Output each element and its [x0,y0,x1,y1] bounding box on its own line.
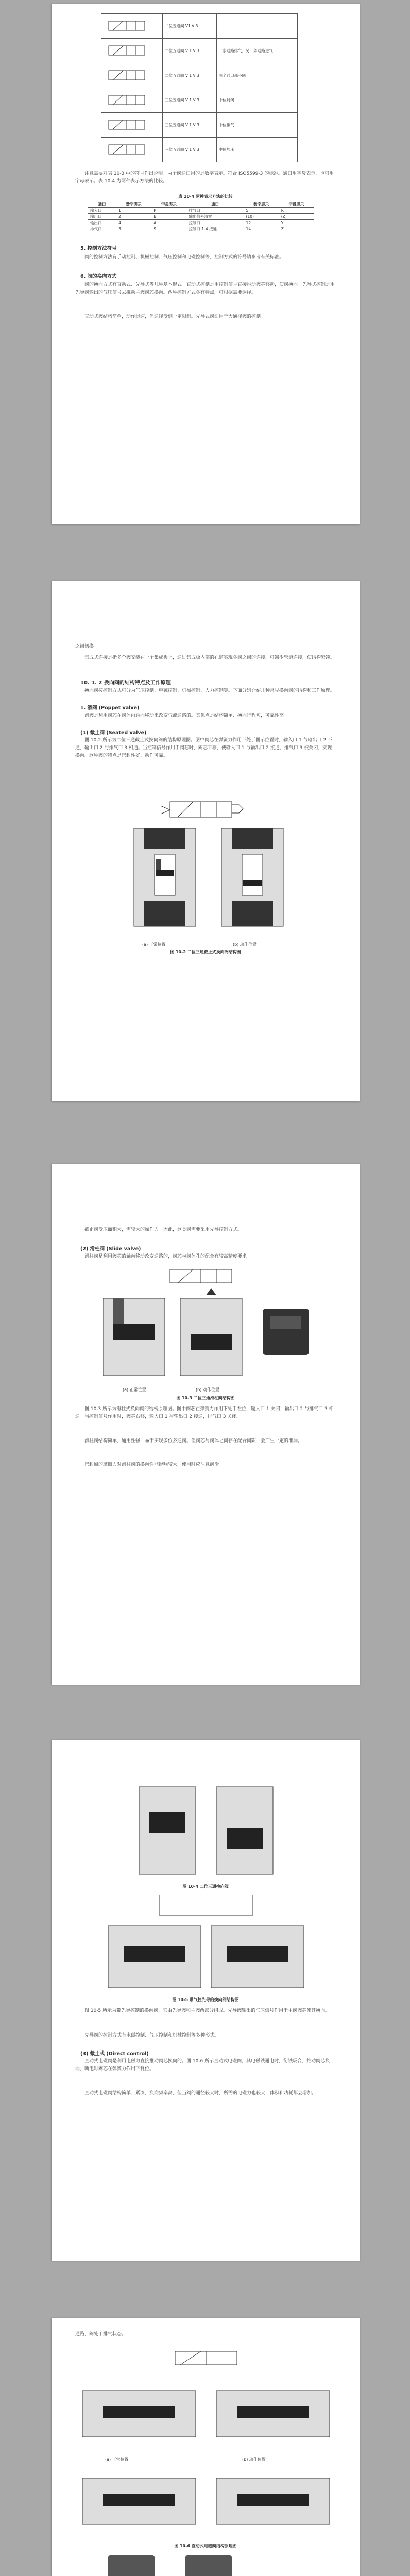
paragraph: 直动式电磁阀是利用电磁力直接推动阀芯换向的。图 10-6 所示直动式电磁阀，其电磁铁通电时，衔铁吸合，推动阀芯换向，断电时阀芯在弹簧力作用下复位。 [75,2059,330,2072]
table-cell: Y [279,220,314,226]
valve-symbol-diagram [129,1266,283,1287]
document-page-3 [52,1164,360,1685]
valve-desc-cell: 中位封闭 [216,88,297,113]
valve-symbol-cell [101,14,163,39]
section-heading: 1. 滑阀 (Poppet valve) [80,705,140,711]
paragraph: 图 10-2 所示为二位三通截止式换向阀的结构原理图。图中阀芯在弹簧力作用下处于图示位置时，输入口 1 与输出口 2 不通，输出口 2 与排气口 3 相通。当控制信号作用于阀芯时，阀芯下移，使输入口 1 与输出口 2 接通，排气口 3 被关闭，实现换向。这种阀的特点是密封性好、动作可靠。 [75,738,333,758]
slide-valve-cross-section [103,1288,319,1381]
column-header: 数字表示 [116,201,151,208]
figure-caption: 图 10-4 二位三通换向阀 [182,1884,229,1889]
table-row [88,214,314,220]
document-page-2 [52,581,360,1101]
column-header: 字母表示 [151,201,186,208]
table-row [101,88,298,113]
table-row [101,39,298,63]
table-cell: 1 [116,208,151,214]
table-cell: 3 [116,226,151,232]
paragraph: 密封圈的摩擦力对滑柱阀的换向性能影响较大，使用时应注意润滑。 [84,1462,224,1467]
valve-desc-cell: 中位排气 [216,113,297,138]
figure-caption: 图 10-3 二位三通滑柱阀结构图 [176,1396,235,1400]
valve-name-cell: 二位五通阀 V 1 V 3 [163,63,217,88]
figure-subcaption: (a) 正常位置 [105,2457,129,2462]
valve-symbol-diagram [149,2348,263,2369]
valve-symbol-table [101,13,298,162]
pilot-solenoid-valve-diagram [98,2555,314,2576]
valve-cross-section [129,823,288,937]
section-heading: (1) 截止阀 (Seated valve) [80,730,147,736]
table-cell: 控制口 1-4 接通 [186,226,244,232]
table-cell: 14 [244,226,279,232]
solenoid-valve-cross-section [82,2375,330,2452]
table-cell: 排气口 [88,226,116,232]
valve-desc-cell: 两个通口都不同 [216,63,297,88]
paragraph: 图 10-3 所示为滑柱式换向阀的结构原理图。图中阀芯在弹簧力作用下处于左位，输入口 1 关闭，输出口 2 与排气口 3 相通。当控制信号作用时，阀芯右移，输入口 1 与输出口 2 接通，排气口 3 关闭。 [75,1406,334,1419]
paragraph: 截止阀受压面积大，需较大的操作力。因此，这类阀需要采用先导控制方式。 [84,1227,243,1232]
table-cell: (Z) [279,214,314,220]
valve-name-cell: 二位五通阀 V 1 V 3 [163,39,217,63]
paragraph: 通路，阀处于排气状态。 [75,2332,127,2337]
table-cell: 输出信号清零 [186,214,244,220]
table-row [101,113,298,138]
section-heading: 5. 控制方法符号 [80,246,117,251]
table-cell: 输入口 [88,208,116,214]
table-cell: 2 [116,214,151,220]
section-heading: 10. 1. 2 换向阀的结构特点及工作原理 [80,680,171,686]
paragraph: 之间切换。 [75,644,99,649]
valve-name-cell: 三位五通阀 V 1 V 3 [163,88,217,113]
figure-caption: 图 10-5 带气控先导的换向阀结构图 [172,1997,239,2002]
compare-table [88,201,314,232]
table-cell: 输出口 [88,214,116,220]
table-cell: Z [279,226,314,232]
valve-symbol-cell [101,113,163,138]
section-heading: (2) 滑柱阀 (Slide valve) [80,1246,141,1252]
valve-symbol-cell [101,138,163,162]
solenoid-valve-cross-section [82,2468,330,2540]
valve-symbol-cell [101,88,163,113]
table-row [88,220,314,226]
valve-desc-cell: 中位加压 [216,138,297,162]
column-header: 通口 [88,201,116,208]
table-cell: R [279,208,314,214]
valve-symbol-diagram [129,798,283,823]
table-cell: 4 [116,220,151,226]
figure-subcaption: (b) 动作位置 [196,1387,219,1392]
table-cell: P [151,208,186,214]
section-heading: (3) 截止式 (Direct control) [80,2051,149,2057]
table-title: 表 10-4 两种表示方法的比较 [178,194,233,199]
pilot-valve-diagram [108,1895,304,1993]
paragraph: 阀的换向方式有直动式、先导式等几种基本形式。直动式控制是用控制信号直接推动阀芯移动，使阀换向。先导式控制是用先导阀输出的气压信号去推动主阀阀芯换向。两种控制方式各有特点，可根据需要选择。 [75,282,335,295]
table-cell: 输出口 [88,220,116,226]
document-page-1 [52,4,360,524]
document-page-5 [52,2318,360,2576]
paragraph: 集成式连接是指多个阀安装在一个集成板上，通过集成板内部的孔道实现各阀之间的连接，可减少管道连接，使结构紧凑。 [84,655,335,660]
table-row [101,138,298,162]
section-heading: 6. 阀的换向方式 [80,274,117,279]
paragraph: 先导阀的控制方式有电磁控制、气压控制和机械控制等多种形式。 [84,2033,219,2038]
paragraph: 图 10-5 所示为带先导控制的换向阀，它由先导阀和主阀两部分组成。先导阀输出的气压信号作用于主阀阀芯使其换向。 [84,2008,330,2013]
figure-subcaption: (b) 动作位置 [242,2457,266,2462]
table-cell: A [151,220,186,226]
paragraph: 换向阀按控制方式可分为气压控制、电磁控制、机械控制、人力控制等。下面分别介绍几种常见换向阀的结构和工作原理。 [84,688,335,693]
paragraph: 滑阀是利用阀芯在阀体内轴向移动来改变气流通路的。其优点是结构简单、换向行程短，可靠性高。 [84,713,289,718]
column-header: 字母表示 [279,201,314,208]
paragraph: 阀的控制方法有手动控制、机械控制、气压控制和电磁控制等，控制方式的符号请参考有关标准。 [84,255,284,260]
column-header: 数字表示 [244,201,279,208]
table-cell: B [151,214,186,220]
paragraph: 直动式阀结构简单，动作迅速，但通径受到一定限制。先导式阀适用于大通径阀的控制。 [84,314,266,319]
valve-name-cell: 三位五通阀 V 1 V 3 [163,138,217,162]
valve-desc-cell [216,14,297,39]
paragraph: 注意需要对表 10-3 中的符号作出说明。两个阀通口用的是数字表示。符合 ISO5599-3 的标准。通口用字母表示，也可用字母表示。表 10-4 为两种表示方法的比较。 [75,171,334,184]
valve-desc-cell: 一条通路排气，另一条通路进气 [216,39,297,63]
table-cell: 控制口 [186,220,244,226]
table-cell: 12 [244,220,279,226]
figure-subcaption: (a) 正常位置 [123,1387,146,1392]
paragraph: 滑柱阀是利用阀芯的轴向移动改变通路的，阀芯与阀体孔的配合有较高精度要求。 [84,1254,252,1259]
paragraph: 滑柱阀结构简单，通用性强，易于实现多位多通阀。但阀芯与阀体之间存在配合间隙，会产生一定的泄漏。 [84,1438,303,1444]
table-row [101,14,298,39]
figure-subcaption: (b) 动作位置 [233,942,257,947]
table-row [88,226,314,232]
valve-name-cell: 三位五通阀 V 1 V 3 [163,113,217,138]
paragraph: 直动式电磁阀结构简单、紧凑，换向频率高，但当阀的通径较大时，所需的电磁力也较大，体积和功耗都会增加。 [84,2091,317,2096]
table-row [101,63,298,88]
table-cell: 排气口 [186,208,244,214]
valve-symbol-cell [101,39,163,63]
figure-subcaption: (a) 正常位置 [142,942,166,947]
table-cell: 5 [244,208,279,214]
figure-caption: 图 10-6 直动式电磁阀结构原理图 [174,2544,237,2548]
valve-symbol-cell [101,63,163,88]
table-row [88,208,314,214]
column-header: 通口 [186,201,244,208]
valve-name-cell: 二位五通阀 V1 V 3 [163,14,217,39]
document-page-4 [52,1740,360,2261]
figure-caption: 图 10-2 二位三通截止式换向阀结构图 [170,950,241,954]
valve-cross-section [129,1782,283,1879]
table-cell: S [151,226,186,232]
table-cell: (10) [244,214,279,220]
